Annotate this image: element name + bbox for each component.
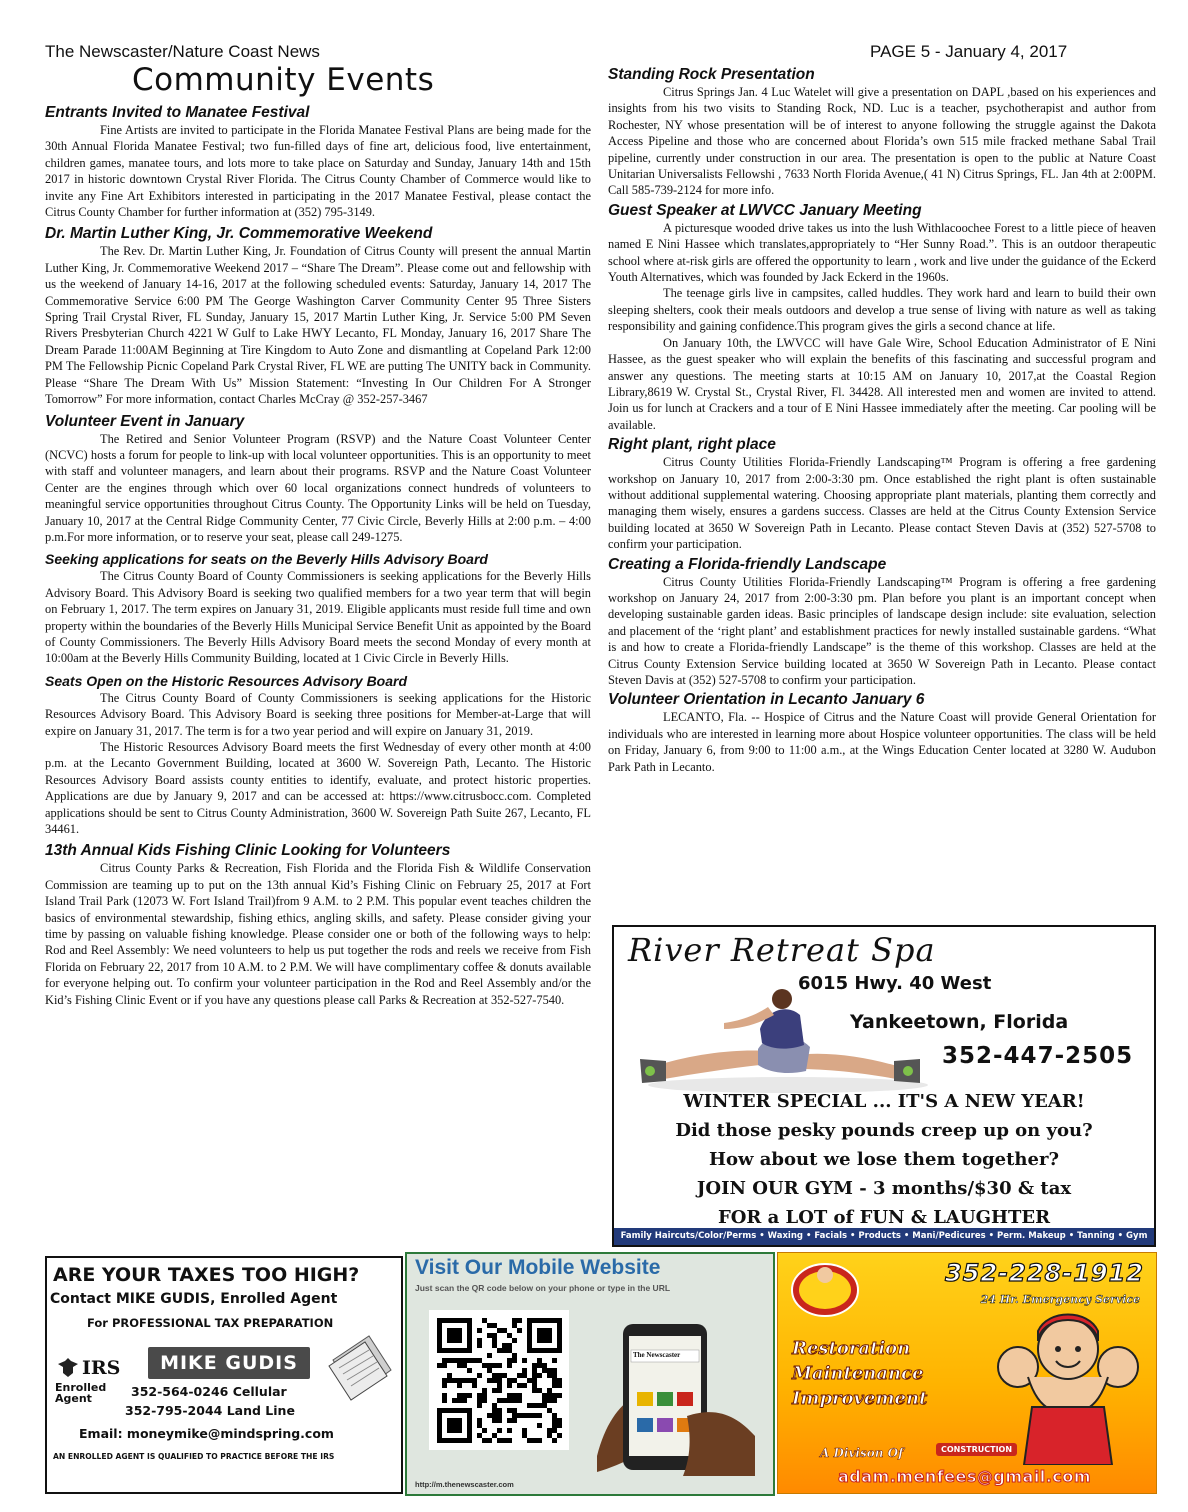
- article-title: Dr. Martin Luther King, Jr. Commemorative Weekend: [45, 225, 433, 243]
- article-paragraph: The Citrus County Board of County Commissioners is seeking applications for the Historic Resources Advisory Board. This Advisory Board is seeking three positions for Member-at-Large that will expire on January 31, 2017. The term is for a two year period and will expire on January 31, 2019.: [45, 690, 591, 738]
- hand-holding-phone-image: [587, 1306, 767, 1476]
- spa-phone: 352-447-2505: [942, 1043, 1134, 1069]
- article: [45, 225, 591, 407]
- article-paragraph: The Historic Resources Advisory Board meets the first Wednesday of every other month at 4:00 p.m. at the Lecanto Government Building, located at 3600 W. Sovereign Path, Lecanto. The Historic Resources Advisory Board assists county entities to identify, evaluate, and protect historic properties. Applications are due by January 9, 2017 and can be accessed at: https://www.citrusbocc.com. Completed applications should be sent to Citrus County Administration, 3600 W. Sovereign Path Suite 267, Lecanto, FL 34461.: [45, 740, 591, 837]
- construction-badge: CONSTRUCTION: [936, 1443, 1017, 1456]
- section-title: Community Events: [132, 62, 435, 98]
- irs-eagle-icon: [57, 1358, 79, 1378]
- division-of: A Divison Of: [820, 1446, 904, 1460]
- qr-code-icon: [429, 1310, 569, 1450]
- article-paragraph: Fine Artists are invited to participate in the Florida Manatee Festival Plans are being made for the 30th Annual Florida Manatee Festival; two fun-filled days of fine art, delicious food, live entertainment, children games, manatee tours, and lots more to take place on Saturday and Sunday, January 14th and 15th 2017 in historic downtown Crystal River Florida. The Citrus County Chamber of Commerce would like to invite any Fine Art Exhibitors interested in participating in the 2017 Manatee Festival, please contact the Citrus County Chamber for further information at (352) 795-3149.: [45, 123, 591, 220]
- irs-logo-text: IRS: [82, 1357, 121, 1379]
- stretching-woman-image: [628, 989, 928, 1097]
- spa-line: FOR a LOT of FUN & LAUGHTER: [717, 1207, 1051, 1228]
- tax-email: Email: moneymike@mindspring.com: [79, 1426, 334, 1441]
- article-paragraph: Citrus County Utilities Florida-Friendly Landscaping™ Program is offering a free gardening workshop on January 10, 2017 from 2:00-3:30 pm. Once established the right plant is often sustainable without additional supplemental watering. Choosing appropriate plant materials, planting them correctly and managing them wisely, ensures a gardens success. Classes are held at the Citrus County Extension Service building located at 3650 W Sovereign Path in Lecanto. Please contact Steven Davis at (352) 527-5708 to confirm your participation.: [608, 455, 1156, 552]
- article-title: Creating a Florida-friendly Landscape: [608, 555, 887, 573]
- spa-city: Yankeetown, Florida: [850, 1011, 1069, 1033]
- service-restoration: Restoration: [792, 1338, 911, 1359]
- spa-offer-lines: [614, 1087, 1154, 1232]
- handy-andy-ad: [777, 1252, 1157, 1494]
- tax-contact: Contact MIKE GUDIS, Enrolled Agent: [50, 1291, 338, 1307]
- spa-address: 6015 Hwy. 40 West: [798, 973, 992, 994]
- enrolled-agent-label: [55, 1382, 106, 1404]
- spa-name: River Retreat Spa: [628, 931, 936, 969]
- article-paragraph: The Rev. Dr. Martin Luther King, Jr. Foundation of Citrus County will present the annual Martin Luther King, Jr. Commemorative Weekend 2017 – “Share The Dream”. Please come out and fellowship with us the weekend of January 14-16, 2017 at the following scheduled events: Saturday, January 14, 2017 The Commemorative Service 6:00 PM The George Washington Carver Community Center 95 Three Sisters Spring Trail Crystal River, FL Sunday, January 15, 2017 Martin Luther King, Jr. Service 5:00 PM Seven Rivers Presbyterian Church 4221 W Gulf to Lake HWY Lecanto, FL Monday, January 16, 2017 Share The Dream Parade 11:00AM Beginning at Tire Kingdom to Auto Zone and dismantling at Copeland Park 12:00 PM The Fellowship Picnic Copeland Park Crystal River, FL WE are putting The UNITY back in Community. Please “Share The Dream With Us” Mission Statement: “Investing In Our Children For A Stronger Tomorrow” For more information, contact Charles McCray @ 352-257-3467: [45, 244, 591, 407]
- article-paragraph: A picturesque wooded drive takes us into the lush Withlacoochee Forest to a little piece of heaven named E Nini Hassee which translates,appropriately to “Her Sunny Road.”. This is an outdoor therapeutic school where at-risk girls are offered the opportunity to learn , work and live under the guidance of the Eckerd Youth Alternatives, which was founded by Jack Eckerd in the 1960s.: [608, 220, 1156, 285]
- article-paragraph: LECANTO, Fla. -- Hospice of Citrus and the Nature Coast will provide General Orientation for individuals who are interested in learning more about Hospice volunteer opportunities. The class will be held on Friday, January 6, from 9:00 to 11:00 a.m., at the Wings Education Center located at 3280 W. Audubon Park Path in Lecanto.: [608, 710, 1156, 774]
- article-paragraph: Citrus County Utilities Florida-Friendly Landscaping™ Program is offering a free gardening workshop on January 24, 2017 from 2:00-3:30 pm. Plan before you plant is an important concept when developing sustainable garden ideas. Basic principles of landscape design include: site evaluation, selection and placement of the ‘right plant’ and establishment practices for newly installed sustainable gardens. “What is and how to create a Florida-friendly Landscape” is the theme of this workshop. Classes are held at the Citrus County Extension Service building located at 3650 W Sovereign Path in Lecanto. Please contact Steven Davis at (352) 527-5708 to confirm your participation.: [608, 574, 1156, 687]
- right-column: [608, 66, 1156, 778]
- article: [45, 413, 591, 546]
- handy-email: adam.menfees@gmail.com: [838, 1467, 1092, 1486]
- name-badge: MIKE GUDIS: [148, 1347, 310, 1379]
- enrolled-word: Enrolled: [55, 1381, 107, 1394]
- article: [45, 550, 591, 666]
- article-title: Volunteer Event in January: [45, 412, 245, 430]
- article: [45, 672, 591, 838]
- article-title: Right plant, right place: [608, 436, 776, 454]
- article-paragraph: The Retired and Senior Volunteer Program (RSVP) and the Nature Coast Volunteer Center (NCVC) hosts a forum for people to link-up with local volunteer opportunities. This is an opportunity to meet with staff and volunteer managers, and learn about their programs. RSVP and the Nature Coast Volunteer Center are the engines through which over 60 local organizations connect hundreds of volunteers to meaningful service opportunities throughout Citrus County. The Opportunity Links will be held on Tuesday, January 10, 2017 at the Central Ridge Community Center, 77 Civic Circle, Beverly Hills at 2:00 p.m. – 4:00 p.m.For more information, or to reserve your seat, please call 249-1275.: [45, 431, 591, 544]
- article: [608, 66, 1156, 199]
- article-title: Guest Speaker at LWVCC January Meeting: [608, 201, 922, 219]
- handy-andy-logo-icon: [790, 1261, 860, 1319]
- tax-headline: ARE YOUR TAXES TOO HIGH?: [53, 1264, 360, 1286]
- emergency-service: 24 Hr. Emergency Service: [980, 1293, 1140, 1306]
- spa-line: WINTER SPECIAL ... IT'S A NEW YEAR!: [683, 1091, 1085, 1112]
- page-date: PAGE 5 - January 4, 2017: [870, 42, 1068, 61]
- article-title: Volunteer Orientation in Lecanto January 6: [608, 691, 925, 709]
- article: [608, 691, 1156, 775]
- mobile-website-ad: [405, 1252, 775, 1496]
- phone-cellular: 352-564-0246 Cellular: [131, 1384, 287, 1399]
- article-title: Standing Rock Presentation: [608, 66, 815, 83]
- tax-disclaimer: AN ENROLLED AGENT IS QUALIFIED TO PRACTICE BEFORE THE IRS: [53, 1452, 335, 1461]
- article-title: Seeking applications for seats on the Beverly Hills Advisory Board: [45, 551, 488, 568]
- agent-word: Agent: [55, 1392, 92, 1405]
- qr-code-frame: [429, 1310, 569, 1450]
- service-improvement: Improvement: [792, 1388, 928, 1409]
- spa-ad: [612, 925, 1156, 1247]
- publication-name: The Newscaster/Nature Coast News: [45, 42, 320, 61]
- tax-ad: [45, 1256, 403, 1494]
- article-title: Seats Open on the Historic Resources Advisory Board: [45, 672, 408, 689]
- left-column: [45, 104, 591, 1013]
- spa-line: How about we lose them together?: [708, 1149, 1059, 1170]
- article-title: 13th Annual Kids Fishing Clinic Looking for Volunteers: [45, 842, 451, 860]
- spa-line: Did those pesky pounds creep up on you?: [675, 1120, 1093, 1141]
- handy-mascot-image: [988, 1307, 1148, 1465]
- mobile-ad-title: Visit Our Mobile Website: [415, 1256, 661, 1279]
- article-paragraph: The Citrus County Board of County Commissioners is seeking applications for the Beverly Hills Advisory Board. This Advisory Board is seeking two qualified members for a two year term that will begin on February 1, 2017. The term expires on January 31, 2019. Eligible applicants must reside full time and own property within the boundaries of the Beverly Hills Municipal Service Benefit Unit as appointed by the Board of County Commissioners. The Beverly Hills Advisory Board meets the second Monday of every month at 10:00am at the Beverly Hills Community Building, located at 1 Civic Circle in Beverly Hills.: [45, 569, 591, 666]
- spa-services-bar: Family Haircuts/Color/Perms • Waxing • Facials • Products • Mani/Pedicures • Perm. Makeup • Tanning • Gym: [614, 1228, 1154, 1245]
- article-paragraph: On January 10th, the LWVCC will have Gale Wire, School Education Administrator of E Nini Hassee, as the guest speaker who will explain the benefits of this fascinating and successful program and answer any questions. The meeting starts at 10:15 AM on January 10, 2017,at the Coastal Region Library,8619 W. Crystal St., Crystal River, Fl. 34428. All interested men and women are invited to attend. Join us for lunch at Crackers and a tour of E Nini Hassee immediately after the meeting. Car pooling will be available.: [608, 335, 1156, 432]
- service-maintenance: Maintenance: [792, 1363, 924, 1384]
- article: [608, 436, 1156, 552]
- article: [608, 202, 1156, 433]
- article: [608, 556, 1156, 689]
- article-title: Entrants Invited to Manatee Festival: [45, 104, 310, 121]
- phone-screen-logo: The Newscaster: [633, 1351, 681, 1359]
- mobile-url: http://m.thenewscaster.com: [415, 1480, 514, 1489]
- tax-subline: For PROFESSIONAL TAX PREPARATION: [87, 1316, 334, 1330]
- article-paragraph: The teenage girls live in campsites, called huddles. They work hard and learn to build their own sleeping shelters, cook their meals outdoors and develop a true sense of living with nature as well as taking responsibility and gaining confidence.This program gives the girls a second chance at life.: [608, 286, 1156, 334]
- handy-phone: 352-228-1912: [945, 1259, 1144, 1287]
- article: [45, 842, 591, 1008]
- article-paragraph: Citrus County Parks & Recreation, Fish Florida and the Florida Fish & Wildlife Conservation Commission are teaming up to put on the 13th annual Kid’s Fishing Clinic on February 25, 2017 at Fort Island Trail Park (12073 W. Fort Island Trail)from 9 A.M. to 2 P.M. This popular event teaches children the basics of environmental stewardship, fishing ethics, angling skills, and safety. Please consider giving your time by passing on valuable fishing knowledge. Please consider one or both of the following ways to help: Rod and Reel Assembly: We need volunteers to help us put together the rods and reels we receive from Fish Florida on February 22, 2017 from 10 A.M. to 2 P.M. We will have complimentary coffee & donuts available for everyone helping out. To confirm your volunteer participation in the Rod and Reel Assembly and/or the Kid’s Fishing Clinic Event or if you have any questions please call Parks & Recreation at 352-527-7540.: [45, 861, 591, 1007]
- article: [45, 104, 591, 220]
- article-paragraph: Citrus Springs Jan. 4 Luc Watelet will give a presentation on DAPL ,based on his experiences and insights from his two visits to Standing Rock, ND. Luc is a teacher, psychotherapist and author from Rochester, NY whose presentation will be of interest to anyone following the struggle against the Dakota Access Pipeline and those who are concerned about Florida’s own 515 mile fracked methane Sabal Trail pipeline, currently under construction in our area. The presentation is open to the public at Nature Coast Unitarian Universalists Fellowshi , 7633 North Florida Avenue,( 41 N) Citrus Springs, FL. Jan 4th at 2:00PM. Call 585-739-2124 for more info.: [608, 85, 1156, 198]
- tax-papers-image: [325, 1330, 395, 1402]
- mobile-ad-subtitle: Just scan the QR code below on your phone or type in the URL: [415, 1283, 671, 1293]
- spa-line: JOIN OUR GYM - 3 months/$30 & tax: [696, 1178, 1072, 1199]
- phone-landline: 352-795-2044 Land Line: [125, 1403, 295, 1418]
